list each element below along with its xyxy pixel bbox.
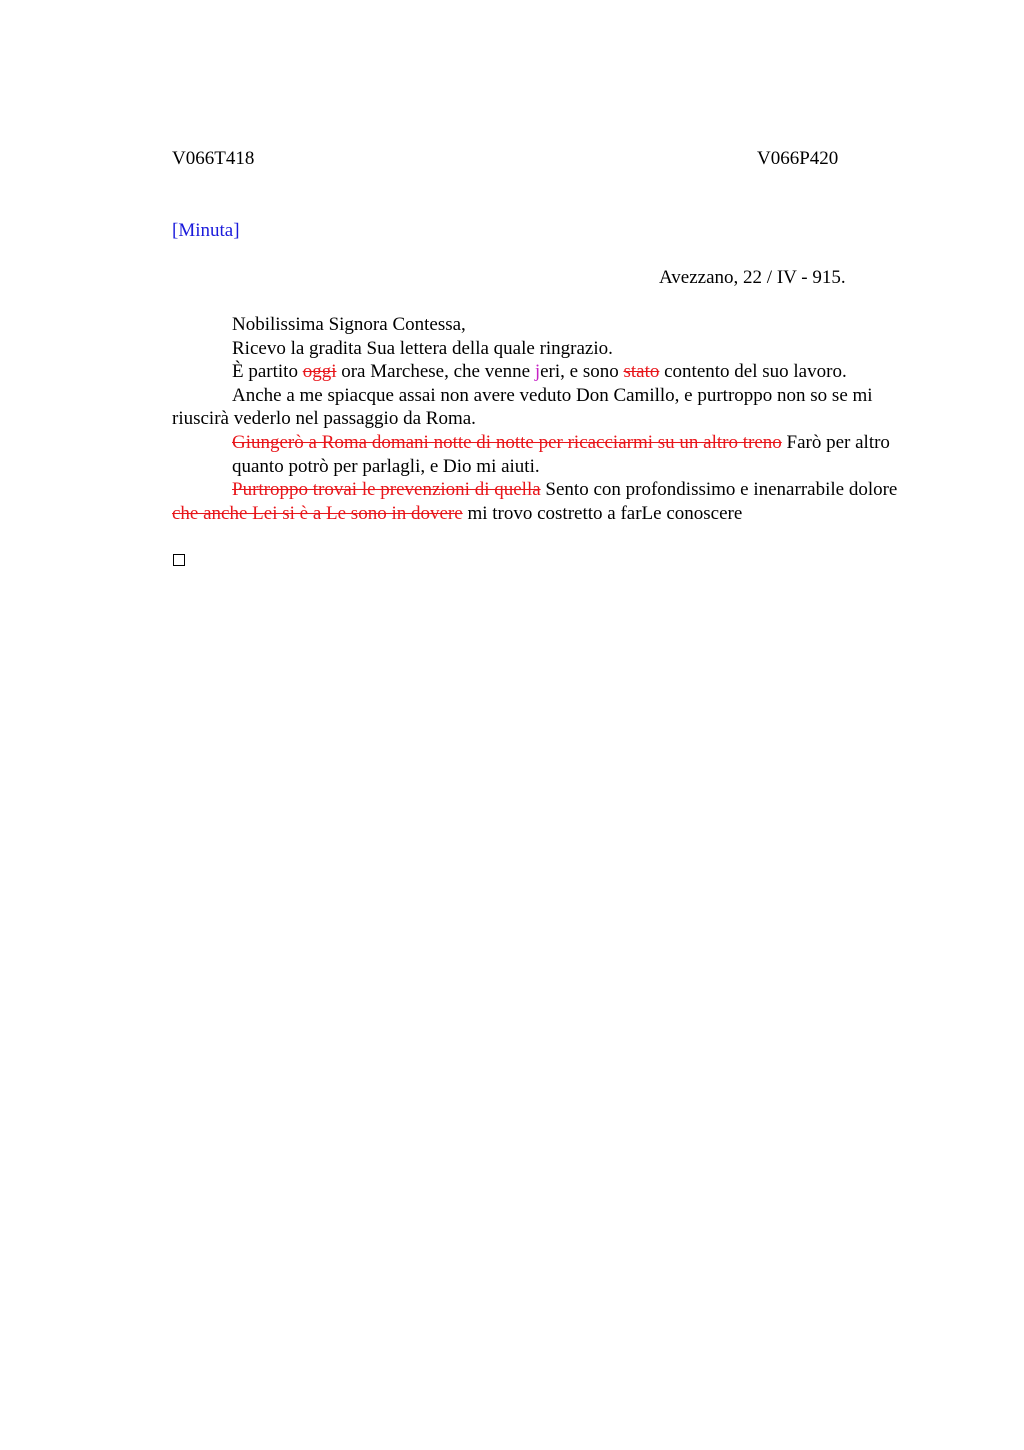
paragraph-5 <box>172 478 912 525</box>
text-segment: eri, e sono <box>540 361 624 383</box>
draft-label: [Minuta] <box>172 220 240 241</box>
place-date-line: Avezzano, 22 / IV - 915. <box>659 267 846 288</box>
text-segment: mi trovo costretto a farLe conoscere <box>462 502 743 524</box>
paragraph-3: Anche a me spiacque assai non avere veduto Don Camillo, e purtroppo non so se mi riuscirà vederlo nel passaggio da Roma. <box>172 384 873 430</box>
inserted-text: j <box>534 361 541 383</box>
letter-body <box>172 313 912 525</box>
salutation: Nobilissima Signora Contessa, <box>232 314 466 335</box>
reference-code-left: V066T418 <box>172 148 255 169</box>
empty-square-icon <box>173 554 185 566</box>
text-segment: contento del suo lavoro. <box>659 361 847 383</box>
text-segment: Sento con profondissimo e inenarrabile dolore <box>540 479 898 501</box>
paragraph-1: Ricevo la gradita Sua lettera della quale ringrazio. <box>232 337 613 359</box>
deleted-text: Purtroppo trovai le prevenzioni di quella <box>232 479 541 501</box>
deleted-text: oggi <box>302 361 337 383</box>
text-segment: ora Marchese, che venne <box>336 361 535 383</box>
deleted-text: Giungerò a Roma domani notte di notte per ricacciarmi su un altro treno <box>232 431 782 453</box>
reference-code-right: V066P420 <box>757 148 839 169</box>
text-segment: Farò per altro quanto potrò per parlagli, e Dio mi aiuti. <box>232 431 890 477</box>
paragraph-2 <box>172 360 912 384</box>
deleted-text: stato <box>623 361 660 383</box>
deleted-text: che anche Lei si è a Le sono in dovere <box>172 502 463 524</box>
text-segment: È partito <box>232 361 303 383</box>
paragraph-4 <box>172 431 912 478</box>
